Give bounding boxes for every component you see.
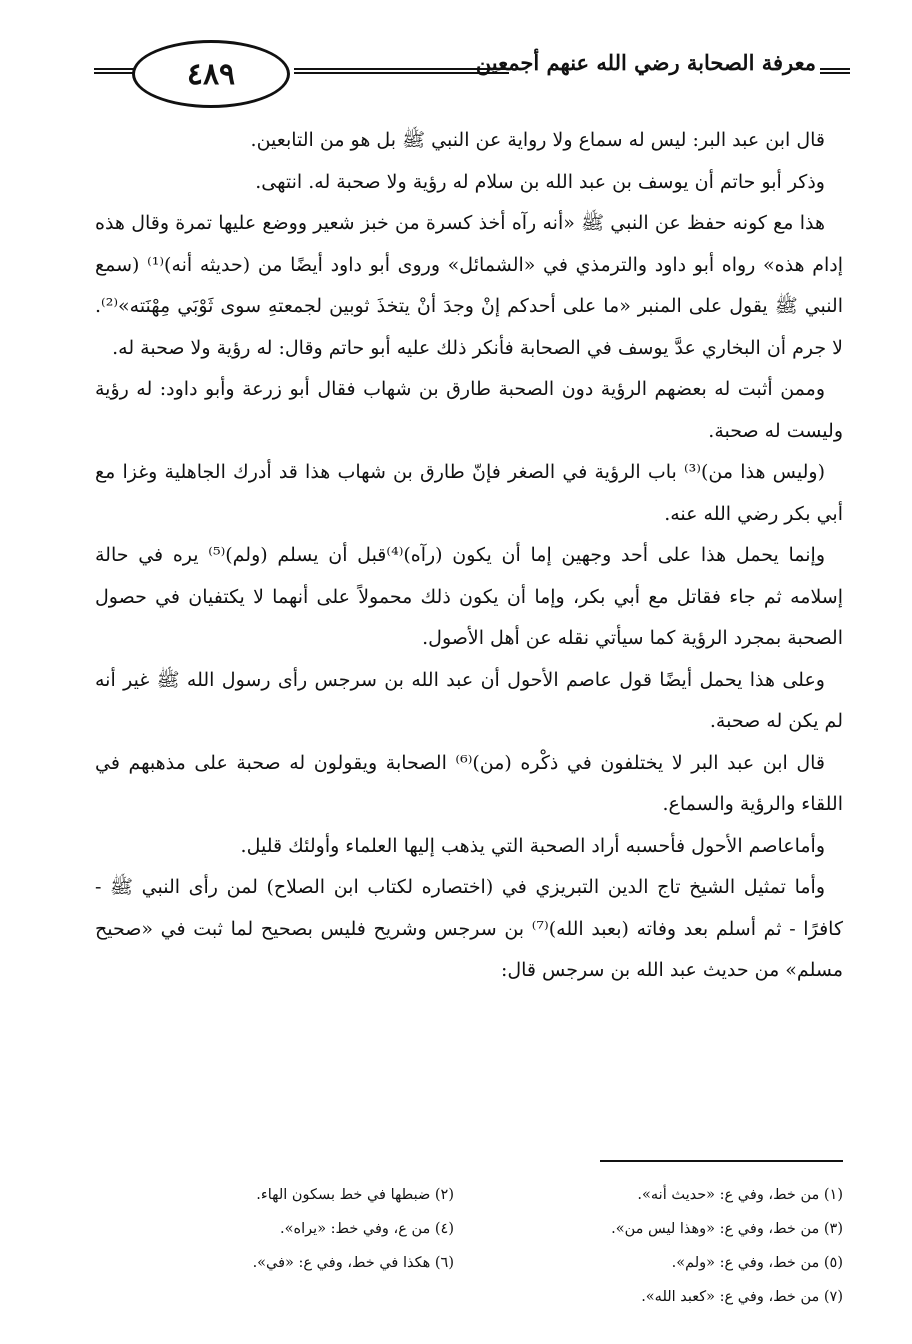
running-title: معرفة الصحابة رضي الله عنهم أجمعين: [475, 50, 816, 75]
footnote: (٧) من خط، وفي ع: «كعبد الله».: [641, 1289, 843, 1305]
footnote: (٦) هكذا في خط، وفي ع: «في».: [252, 1255, 454, 1271]
footnote: (١) من خط، وفي ع: «حديث أنه».: [637, 1187, 843, 1203]
paragraph: (وليس هذا من)⁽³⁾ باب الرؤية في الصغر فإنّ طارق بن شهاب هذا قد أدرك الجاهلية وغزا مع أبي بكر رضي الله عنه.: [95, 461, 843, 525]
footnote: (٣) من خط، وفي ع: «وهذا ليس من».: [611, 1221, 843, 1237]
main-text: [95, 120, 843, 992]
paragraph: وإنما يحمل هذا على أحد وجهين إما أن يكون (رآه)⁽⁴⁾قبل أن يسلم (ولم)⁽⁵⁾ يره في حالة إسلامه ثم جاء فقاتل مع أبي بكر، وإما أن يكون ذلك محمولاً على أنهما لا يكتفيان في حصول الصحبة بمجرد الرؤية كما سيأتي نقله عن أهل الأصول.: [95, 544, 843, 649]
paragraph: وأما تمثيل الشيخ تاج الدين التبريزي في (اختصاره لكتاب ابن الصلاح) لمن رأى النبي ﷺ - كافرًا - ثم أسلم بعد وفاته (بعبد الله)⁽⁷⁾ بن سرجس وشريح فليس بصحيح لما ثبت في «صحيح مسلم» من حديث عبد الله بن سرجس قال:: [95, 876, 843, 981]
footnote: (٢) ضبطها في خط بسكون الهاء.: [256, 1187, 454, 1203]
paragraph: هذا مع كونه حفظ عن النبي ﷺ «أنه رآه أخذ كسرة من خبز شعير ووضع عليها تمرة وقال هذه إدام هذه» رواه أبو داود والترمذي في «الشمائل» وروى أبو داود أيضًا من (حديثه أنه)⁽¹⁾ (سمع النبي ﷺ يقول على المنبر «ما على أحدكم إنْ وجدَ أنْ يتخذَ ثوبين لجمعتهِ سوى ثَوْبَي مِهْنَته»⁽²⁾. لا جرم أن البخاري عدَّ يوسف في الصحابة فأنكر ذلك عليه أبو حاتم وقال: له رؤية ولا صحبة له.: [95, 212, 844, 359]
footnotes: [95, 1178, 843, 1314]
footnote: (٥) من خط، وفي ع: «ولم».: [671, 1255, 843, 1271]
paragraph: وأماعاصم الأحول فأحسبه أراد الصحبة التي يذهب إليها العلماء وأولئك قليل.: [240, 834, 825, 857]
page-header: [60, 38, 850, 104]
header-rule-right: [820, 68, 850, 74]
paragraph: وذكر أبو حاتم أن يوسف بن عبد الله بن سلام له رؤية ولا صحبة له. انتهى.: [255, 170, 825, 193]
page-number: ٤٨٩: [132, 40, 290, 108]
paragraph: وممن أثبت له بعضهم الرؤية دون الصحبة طارق بن شهاب فقال أبو زرعة وأبو داود: له رؤية وليست له صحبة.: [95, 378, 843, 442]
paragraph: قال ابن عبد البر: ليس له سماع ولا رواية عن النبي ﷺ بل هو من التابعين.: [250, 129, 825, 151]
paragraph: قال ابن عبد البر لا يختلفون في ذكْره (من)⁽⁶⁾ الصحابة ويقولون له صحبة على مذهبهم في اللقاء والرؤية والسماع.: [95, 751, 843, 815]
footnote-separator: [600, 1160, 843, 1162]
paragraph: وعلى هذا يحمل أيضًا قول عاصم الأحول أن عبد الله بن سرجس رأى رسول الله ﷺ غير أنه لم يكن له صحبة.: [95, 668, 843, 732]
footnote: (٤) من ع، وفي خط: «يراه».: [280, 1221, 454, 1237]
